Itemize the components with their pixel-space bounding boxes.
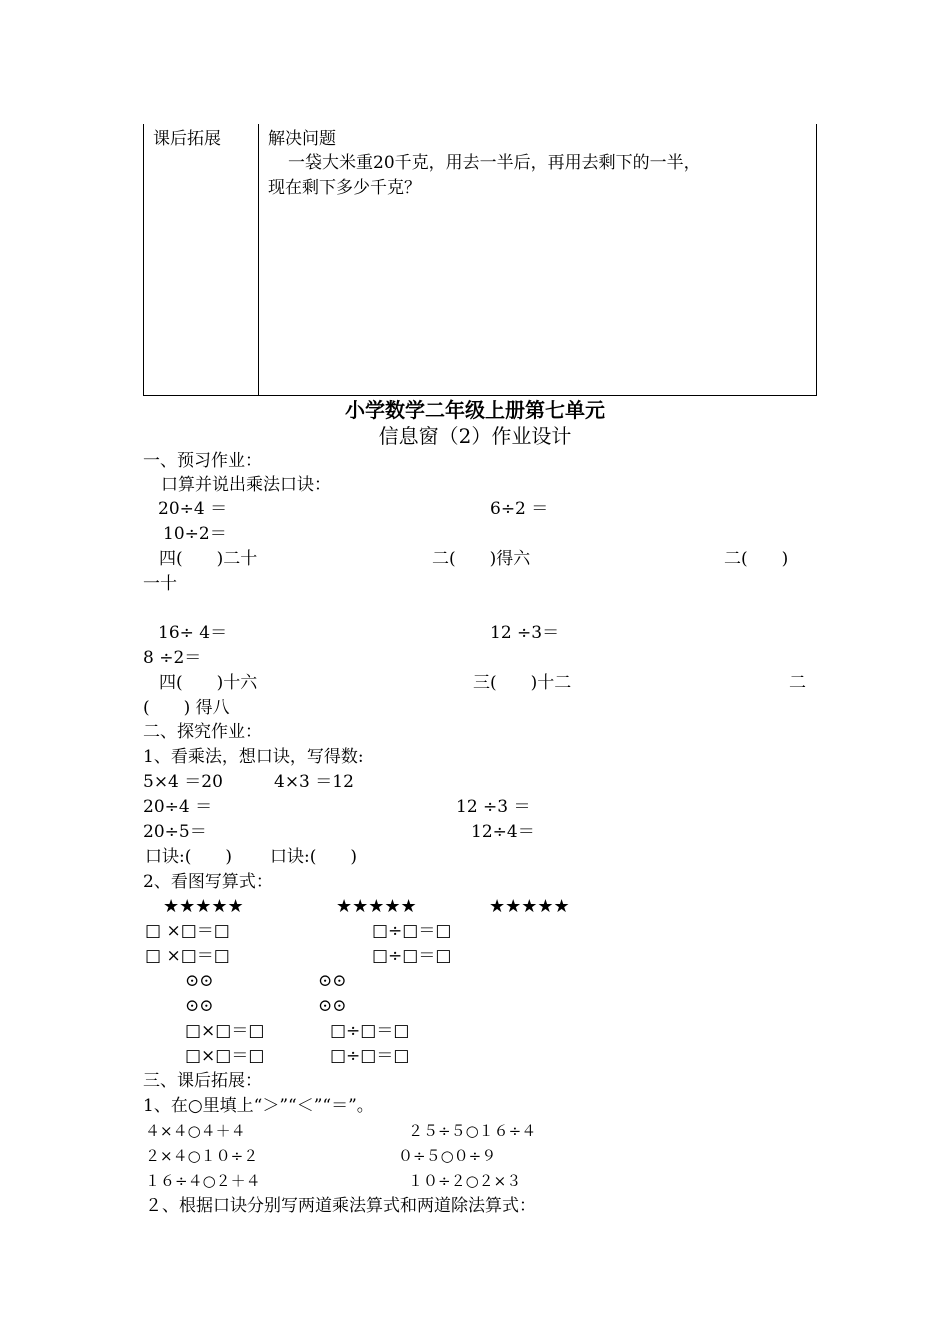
s2-g1: □×□＝□: [185, 1021, 265, 1041]
dots-group-3: ⊙⊙: [185, 996, 214, 1016]
s2-q2: 2、看图写算式：: [143, 872, 273, 892]
s2-d3: 20÷5＝: [143, 822, 207, 842]
s3-c1: ４×４○４＋４: [145, 1122, 246, 1140]
table-divider: [258, 124, 259, 396]
s2-q1: 1、看乘法，想口诀，写得数:: [143, 747, 364, 767]
s2-m2: 4×3 ＝12: [274, 772, 354, 792]
s1-r3b: 12 ÷3＝: [490, 623, 560, 643]
s3-c6: １０÷２○２×３: [408, 1172, 522, 1190]
s2-f3: □ ×□＝□: [145, 946, 230, 966]
s1-r2d: 一十: [143, 574, 177, 594]
dots-group-2: ⊙⊙: [318, 971, 347, 991]
s1-r1b: 6÷2 ＝: [490, 499, 549, 519]
s1-r1a: 20÷4 ＝: [158, 499, 228, 519]
s1-r2c: 二( ): [724, 549, 789, 569]
dots-group-4: ⊙⊙: [318, 996, 347, 1016]
table-problem-line1: 一袋大米重20千克，用去一半后，再用去剩下的一半，: [288, 153, 701, 173]
star-group-1: ★★★★★: [163, 896, 244, 917]
s2-m1: 5×4 ＝20: [143, 772, 223, 792]
section1-heading: 一、预习作业：: [143, 451, 262, 471]
star-group-2: ★★★★★: [336, 896, 417, 917]
s1-r1c: 10÷2＝: [163, 524, 227, 544]
section2-heading: 二、探究作业：: [143, 722, 262, 742]
s3-c5: １６÷４○２＋４: [145, 1172, 261, 1190]
s2-d4: 12÷4＝: [471, 822, 535, 842]
s2-d2: 12 ÷3 ＝: [456, 797, 531, 817]
table-left-label: 课后拓展: [153, 129, 221, 149]
page-subtitle: 信息窗（2）作业设计: [378, 424, 572, 448]
s3-c2: ２５÷５○１６÷４: [408, 1122, 537, 1140]
s1-r2a: 四( )二十: [159, 549, 258, 569]
s2-k1: 口诀:( ): [145, 847, 232, 867]
s1-r2b: 二( )得六: [432, 549, 531, 569]
s3-q2: ２、根据口诀分别写两道乘法算式和两道除法算式：: [145, 1196, 536, 1216]
table-heading: 解决问题: [268, 129, 336, 149]
s1-r4b: 三( )十二: [473, 673, 572, 693]
s2-f4: □÷□＝□: [372, 946, 452, 966]
s2-f2: □÷□＝□: [372, 921, 452, 941]
s2-f1: □ ×□＝□: [145, 921, 230, 941]
star-group-3: ★★★★★: [489, 896, 570, 917]
s3-c3: ２×４○１０÷２: [145, 1147, 259, 1165]
s1-r3a: 16÷ 4＝: [158, 623, 228, 643]
dots-group-1: ⊙⊙: [185, 971, 214, 991]
section3-heading: 三、课后拓展：: [143, 1071, 262, 1091]
s1-r4c: 二: [789, 673, 806, 693]
s2-d1: 20÷4 ＝: [143, 797, 213, 817]
s1-r3c: 8 ÷2＝: [143, 648, 202, 668]
s3-c4: ０÷５○０÷９: [398, 1147, 497, 1165]
s2-g3: □×□＝□: [185, 1046, 265, 1066]
page-title: 小学数学二年级上册第七单元: [345, 398, 605, 422]
s2-k2: 口诀:( ): [270, 847, 357, 867]
s2-g2: □÷□＝□: [330, 1021, 410, 1041]
s1-r4d: ( ) 得八: [143, 698, 230, 718]
section1-instruction: 口算并说出乘法口诀：: [161, 475, 331, 495]
s1-r4a: 四( )十六: [159, 673, 258, 693]
s3-q1: 1、在○里填上“＞”“＜”“＝”。: [143, 1096, 374, 1116]
s2-g4: □÷□＝□: [330, 1046, 410, 1066]
table-problem-line2: 现在剩下多少千克？: [268, 178, 421, 198]
